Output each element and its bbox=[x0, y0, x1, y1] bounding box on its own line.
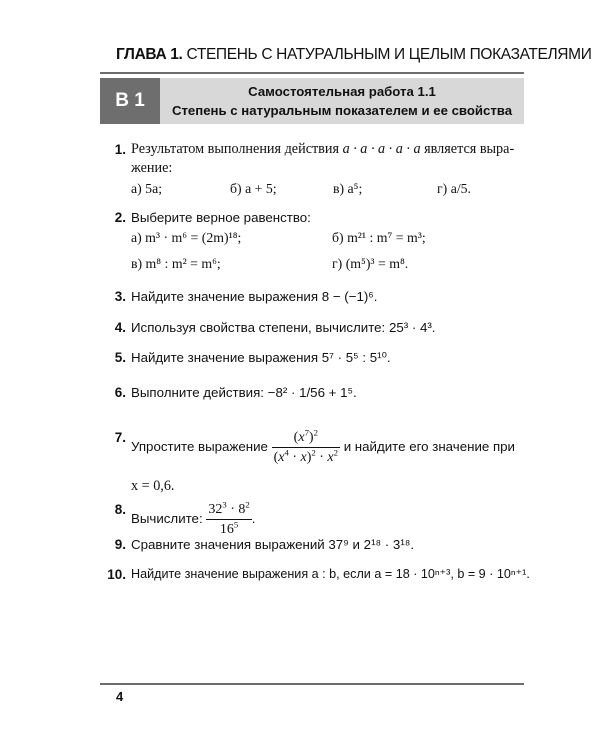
option-a: а) m³ · m⁶ = (2m)¹⁸; bbox=[131, 230, 242, 245]
task-number: 3. bbox=[114, 289, 126, 304]
task-text: Выполните действия: −8² · 1/56 + 1⁵. bbox=[131, 385, 357, 400]
chapter-header bbox=[116, 46, 592, 64]
footer-divider bbox=[100, 683, 524, 685]
task-text: Сравните значения выражений 37⁹ и 2¹⁸ · 3¹⁸. bbox=[131, 537, 415, 552]
chapter-number: ГЛАВА 1. bbox=[116, 46, 183, 63]
task-text: Используя свойства степени, вычислите: 25³ · 4³. bbox=[131, 320, 436, 335]
option-b: б) m²¹ : m⁷ = m³; bbox=[332, 230, 426, 245]
option-b: б) a + 5; bbox=[230, 181, 277, 196]
task-number: 8. bbox=[114, 502, 126, 517]
task-number: 4. bbox=[114, 320, 126, 335]
task-number: 1. bbox=[114, 142, 126, 157]
task-number: 7. bbox=[114, 430, 126, 445]
option-a: а) 5a; bbox=[131, 181, 163, 196]
task-10 bbox=[104, 565, 544, 584]
task-number: 10. bbox=[107, 567, 126, 582]
task-5 bbox=[104, 348, 536, 367]
chapter-title: СТЕПЕНЬ С НАТУРАЛЬНЫМ И ЦЕЛЫМ ПОКАЗАТЕЛЯМИ bbox=[186, 46, 592, 63]
task-4 bbox=[104, 318, 536, 337]
task-text: Найдите значение выражения 8 − (−1)⁶. bbox=[131, 289, 378, 304]
task-number: 5. bbox=[114, 350, 126, 365]
task-3 bbox=[104, 287, 536, 306]
variant-badge: В 1 bbox=[100, 78, 160, 124]
option-d: г) a/5. bbox=[437, 181, 472, 196]
task-9 bbox=[104, 535, 536, 554]
task-text: Вычислите: $\frac{32^3 \cdot 8^2}{16^5}$ . bbox=[131, 499, 256, 537]
compute-fraction: $\frac{32^3 \cdot 8^2}{16^5}$ bbox=[208, 499, 250, 537]
option-c: в) a⁵; bbox=[333, 181, 363, 196]
task-8 bbox=[104, 500, 536, 539]
task-number: 2. bbox=[114, 210, 126, 225]
header-divider bbox=[100, 72, 524, 74]
option-c: в) m⁸ : m² = m⁶; bbox=[131, 256, 221, 271]
work-subtitle: Степень с натуральным показателем и ее свойства bbox=[171, 103, 513, 118]
task-text: Найдите значение выражения 5⁷ · 5⁵ : 5¹⁰. bbox=[131, 350, 391, 365]
task-number: 6. bbox=[114, 385, 126, 400]
task-7-x-value: x = 0,6. bbox=[131, 478, 175, 494]
work-title-box bbox=[100, 78, 524, 124]
task-1 bbox=[104, 140, 536, 178]
task-text: Выберите верное равенство: bbox=[131, 210, 311, 225]
task-text: Результатом выполнения действия a · a · a · a · a является выра- жение: bbox=[131, 141, 515, 176]
work-title: Самостоятельная работа 1.1 bbox=[248, 84, 436, 99]
task-text: Упростите выражение $\frac{(x^7)^2}{(x^4 \cdot x)^2 \cdot x^2}$ и найдите его значение при bbox=[131, 427, 515, 465]
page-number: 4 bbox=[116, 689, 124, 704]
task-number: 9. bbox=[114, 537, 126, 552]
task-6 bbox=[104, 383, 536, 402]
simplify-fraction: $\frac{(x^7)^2}{(x^4 \cdot x)^2 \cdot x^2}$ bbox=[273, 427, 338, 465]
work-title-text bbox=[160, 82, 524, 120]
task-2 bbox=[104, 208, 536, 227]
task-7 bbox=[104, 428, 536, 496]
task-text: Найдите значение выражения a : b, если a = 18 · 10ⁿ⁺³, b = 9 · 10ⁿ⁺¹. bbox=[131, 567, 530, 581]
option-d: г) (m⁵)³ = m⁸. bbox=[332, 256, 409, 271]
